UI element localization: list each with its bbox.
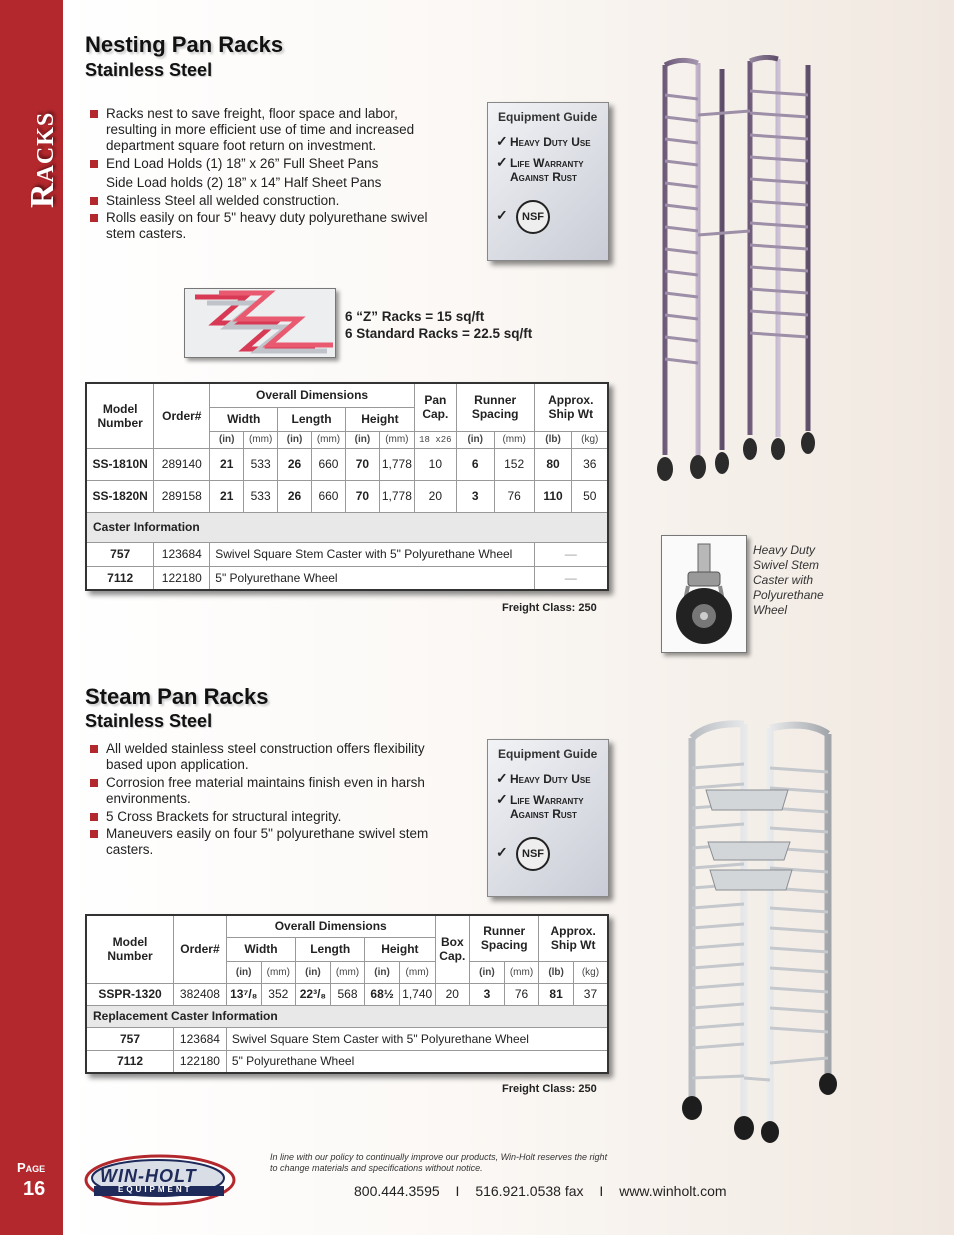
logo-subtext: EQUIPMENT [118, 1185, 193, 1194]
unit-in: (in) [470, 961, 505, 983]
list-item: Corrosion free material maintains finish even in harsh environments. [88, 775, 443, 807]
width-mm: 533 [244, 480, 278, 512]
freight-class-nesting: Freight Class: 250 [502, 602, 597, 614]
length-in: 26 [278, 448, 312, 480]
ship-lb: 110 [534, 480, 572, 512]
model-number: SSPR-1320 [86, 983, 174, 1005]
col-runner-spacing: Runner Spacing [470, 915, 539, 961]
pan-cap: 10 [414, 448, 456, 480]
caster-info-header: Caster Information [86, 512, 608, 542]
unit-mm: (mm) [244, 431, 278, 448]
col-model: Model Number [86, 915, 174, 983]
length-in: 22³/₈ [296, 983, 331, 1005]
z-rack-illustration [185, 289, 335, 357]
caster-order: 123684 [174, 1027, 227, 1050]
z-rack-sqft: 6 “Z” Racks = 15 sq/ft [345, 309, 485, 324]
col-width: Width [210, 407, 278, 431]
nsf-logo-icon: NSF [516, 837, 550, 871]
caster-description: 5" Polyurethane Wheel [226, 1050, 608, 1073]
caster-caption: Heavy Duty Swivel Stem Caster with Polyurethane Wheel [753, 543, 824, 617]
list-item: Rolls easily on four 5" heavy duty polyurethane swivel stem casters. [88, 210, 428, 242]
guide-against-rust: Against Rust [510, 170, 577, 184]
height-in: 70 [345, 448, 379, 480]
col-overall-dimensions: Overall Dimensions [226, 915, 435, 937]
unit-mm: (mm) [399, 961, 435, 983]
unit-in: (in) [345, 431, 379, 448]
website-link[interactable]: www.winholt.com [619, 1183, 727, 1199]
order-number: 289158 [154, 480, 210, 512]
caster-model: 757 [86, 542, 154, 566]
standard-rack-sqft: 6 Standard Racks = 22.5 sq/ft [345, 326, 533, 341]
unit-in: (in) [296, 961, 331, 983]
ship-kg: 37 [573, 983, 608, 1005]
table-row [86, 1050, 608, 1073]
width-mm: 533 [244, 448, 278, 480]
ship-lb: 80 [534, 448, 572, 480]
caster-image [661, 535, 747, 653]
guide-heavy-duty: Heavy Duty Use [510, 135, 591, 149]
col-order: Order# [174, 915, 227, 983]
length-mm: 660 [312, 480, 346, 512]
width-in: 13⁷/₈ [226, 983, 261, 1005]
list-item: End Load Holds (1) 18” x 26” Full Sheet Pans [88, 156, 428, 172]
col-height: Height [365, 937, 435, 961]
unit-pan-size: 18 x26 [414, 431, 456, 448]
list-item: Racks nest to save freight, floor space and labor, resulting in more efficient use of time and increased department square foot return on investment. [88, 106, 428, 154]
caster-description: Swivel Square Stem Caster with 5" Polyurethane Wheel [210, 542, 534, 566]
length-in: 26 [278, 480, 312, 512]
freight-class-steam: Freight Class: 250 [502, 1083, 597, 1095]
caster-order: 122180 [174, 1050, 227, 1073]
runner-in: 6 [456, 448, 494, 480]
guide-heavy-duty: Heavy Duty Use [510, 772, 591, 786]
guide-warranty: Life Warranty [510, 793, 584, 807]
caster-model: 7112 [86, 566, 154, 590]
model-number: SS-1810N [86, 448, 154, 480]
table-row [86, 448, 608, 480]
z-rack-image [184, 288, 336, 358]
sqft-info [345, 308, 532, 342]
height-mm: 1,778 [379, 448, 414, 480]
check-icon: ✓ [496, 133, 508, 149]
unit-kg: (kg) [572, 431, 608, 448]
caster-order: 123684 [154, 542, 210, 566]
check-icon: ✓ [496, 154, 508, 170]
check-icon: ✓ [496, 844, 508, 861]
col-length: Length [296, 937, 365, 961]
col-overall-dimensions: Overall Dimensions [210, 383, 415, 407]
check-icon: ✓ [496, 207, 508, 224]
unit-lb: (lb) [539, 961, 574, 983]
unit-mm: (mm) [494, 431, 534, 448]
model-number: SS-1820N [86, 480, 154, 512]
nsf-logo-icon: NSF [516, 200, 550, 234]
length-mm: 660 [312, 448, 346, 480]
steam-feature-list [88, 741, 443, 859]
equipment-guide-steam [487, 739, 609, 897]
col-ship-wt: Approx. Ship Wt [534, 383, 608, 431]
table-row [86, 480, 608, 512]
order-number: 289140 [154, 448, 210, 480]
caster-description: Swivel Square Stem Caster with 5" Polyurethane Wheel [226, 1027, 608, 1050]
height-in: 70 [345, 480, 379, 512]
col-runner-spacing: Runner Spacing [456, 383, 534, 431]
nesting-subtitle: Stainless Steel [85, 60, 213, 80]
order-number: 382408 [174, 983, 227, 1005]
caster-model: 7112 [86, 1050, 174, 1073]
caster-model: 757 [86, 1027, 174, 1050]
unit-in: (in) [226, 961, 261, 983]
runner-in: 3 [456, 480, 494, 512]
table-row [86, 983, 608, 1005]
logo-text: WIN-HOLT [100, 1166, 197, 1186]
ship-kg: 50 [572, 480, 608, 512]
height-in: 68½ [365, 983, 400, 1005]
equipment-guide-nesting [487, 102, 609, 261]
runner-mm: 152 [494, 448, 534, 480]
list-item: Maneuvers easily on four 5" polyurethane swivel stem casters. [88, 826, 443, 858]
col-height: Height [345, 407, 414, 431]
separator: I [455, 1183, 460, 1199]
col-width: Width [226, 937, 295, 961]
caster-illustration [662, 536, 746, 652]
runner-in: 3 [470, 983, 505, 1005]
list-item: 5 Cross Brackets for structural integrity. [88, 809, 443, 825]
check-icon: ✓ [496, 791, 508, 807]
section-title-vertical: Racks [24, 111, 61, 208]
replacement-caster-header: Replacement Caster Information [86, 1005, 608, 1027]
steam-subtitle: Stainless Steel [85, 711, 213, 731]
length-mm: 568 [330, 983, 365, 1005]
check-icon: ✓ [496, 770, 508, 786]
unit-in: (in) [456, 431, 494, 448]
nesting-title: Nesting Pan Racks [85, 32, 284, 57]
unit-in: (in) [278, 431, 312, 448]
runner-mm: 76 [504, 983, 539, 1005]
unit-mm: (mm) [312, 431, 346, 448]
list-item: Side Load holds (2) 18” x 14” Half Sheet Pans [106, 175, 382, 190]
table-row [86, 566, 608, 590]
unit-mm: (mm) [379, 431, 414, 448]
col-length: Length [278, 407, 346, 431]
unit-in: (in) [365, 961, 400, 983]
unit-kg: (kg) [573, 961, 608, 983]
unit-in: (in) [210, 431, 244, 448]
col-pan-cap: Pan Cap. [414, 383, 456, 431]
col-ship-wt: Approx. Ship Wt [539, 915, 608, 961]
ship-kg: 36 [572, 448, 608, 480]
box-cap: 20 [435, 983, 470, 1005]
height-mm: 1,740 [399, 983, 435, 1005]
width-in: 21 [210, 480, 244, 512]
caster-order: 122180 [154, 566, 210, 590]
pan-cap: 20 [414, 480, 456, 512]
guide-against-rust: Against Rust [510, 807, 577, 821]
caster-weight: — [534, 566, 608, 590]
col-order: Order# [154, 383, 210, 448]
steam-title: Steam Pan Racks [85, 684, 269, 709]
unit-mm: (mm) [261, 961, 296, 983]
guide-title: Equipment Guide [498, 110, 598, 124]
steam-rack-image [678, 718, 840, 1146]
page-number: 16 [23, 1178, 46, 1200]
contact-info [354, 1183, 727, 1199]
guide-warranty: Life Warranty [510, 156, 584, 170]
unit-mm: (mm) [504, 961, 539, 983]
table-row [86, 1027, 608, 1050]
width-mm: 352 [261, 983, 296, 1005]
list-item: Stainless Steel all welded construction. [88, 193, 428, 209]
table-row [86, 542, 608, 566]
nesting-rack-image [650, 55, 820, 487]
guide-title: Equipment Guide [498, 747, 598, 761]
caster-description: 5" Polyurethane Wheel [210, 566, 534, 590]
disclaimer-text: In line with our policy to continually improve our products, Win-Holt reserves the right to change materials and specifications without notice. [270, 1152, 608, 1173]
width-in: 21 [210, 448, 244, 480]
fax-number: 516.921.0538 fax [475, 1183, 584, 1199]
height-mm: 1,778 [379, 480, 414, 512]
phone-number: 800.444.3595 [354, 1183, 440, 1199]
caster-weight: — [534, 542, 608, 566]
nesting-spec-table [85, 382, 609, 591]
sidebar [0, 0, 63, 1235]
page-label: Page [17, 1160, 46, 1175]
nesting-feature-list [88, 106, 428, 243]
steam-spec-table [85, 914, 609, 1074]
col-model: Model Number [86, 383, 154, 448]
unit-lb: (lb) [534, 431, 572, 448]
unit-mm: (mm) [330, 961, 365, 983]
separator: I [599, 1183, 604, 1199]
list-item: All welded stainless steel construction offers flexibility based upon application. [88, 741, 443, 773]
col-box-cap: Box Cap. [435, 915, 470, 983]
runner-mm: 76 [494, 480, 534, 512]
ship-lb: 81 [539, 983, 574, 1005]
